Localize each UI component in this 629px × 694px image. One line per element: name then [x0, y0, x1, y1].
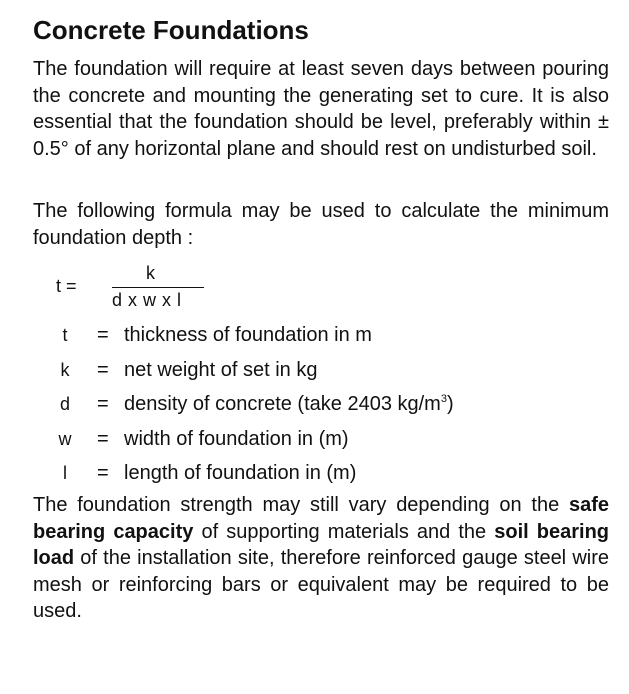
safe-bearing-capacity-term: safe bearing capacity: [33, 494, 609, 543]
definition-equals: =: [97, 358, 109, 381]
definition-symbol: d: [59, 394, 70, 414]
definition-row: [0, 320, 629, 355]
definition-text-main: density of concrete (take 2403 kg/m: [124, 393, 441, 415]
page-title: Concrete Foundations: [33, 15, 309, 45]
closing-text: of the installation site, therefore reinforced gauge steel wire mesh or reinforcing bars or equivalent may be required to be used.: [33, 547, 609, 622]
definition-row: [0, 389, 629, 424]
definition-equals: =: [97, 324, 109, 346]
definition-text: length of foundation in (m): [124, 462, 357, 484]
fraction-bar: [112, 287, 204, 288]
intro-paragraph: The foundation will require at least seven days between pouring the concrete and mounting the generating set to cure. It is also essential that the foundation should be level, preferably within ± 0.5° of any horizontal plane and should rest on undisturbed soil.: [33, 58, 609, 160]
definition-row: [0, 458, 629, 493]
definitions-list: [0, 320, 629, 493]
definition-text: width of foundation in (m): [124, 427, 349, 450]
definition-equals: =: [97, 427, 109, 450]
definition-row: [0, 424, 629, 459]
definition-text: net weight of set in kg: [124, 358, 318, 381]
definition-row: [0, 355, 629, 390]
definition-symbol: l: [63, 463, 67, 483]
definition-text: thickness of foundation in m: [124, 324, 372, 346]
formula-intro-paragraph: The following formula may be used to calculate the minimum foundation depth :: [33, 200, 609, 249]
closing-text: The foundation strength may still vary depending on the: [33, 494, 569, 516]
definition-symbol: t: [62, 325, 68, 345]
superscript: 3: [440, 393, 447, 405]
closing-paragraph: [33, 492, 609, 625]
definition-text: [124, 391, 454, 417]
definition-text-end: ): [446, 393, 454, 415]
formula-numerator: k: [146, 263, 155, 283]
definition-equals: =: [97, 393, 109, 415]
definition-symbol: k: [60, 359, 70, 380]
definition-symbol: w: [58, 428, 72, 449]
soil-bearing-load-term: soil bearing load: [33, 520, 610, 569]
closing-text: of supporting materials and the: [193, 520, 495, 543]
formula-denominator: d x w x l: [112, 290, 182, 310]
formula-lhs: t =: [56, 276, 77, 296]
definition-equals: =: [97, 462, 109, 484]
